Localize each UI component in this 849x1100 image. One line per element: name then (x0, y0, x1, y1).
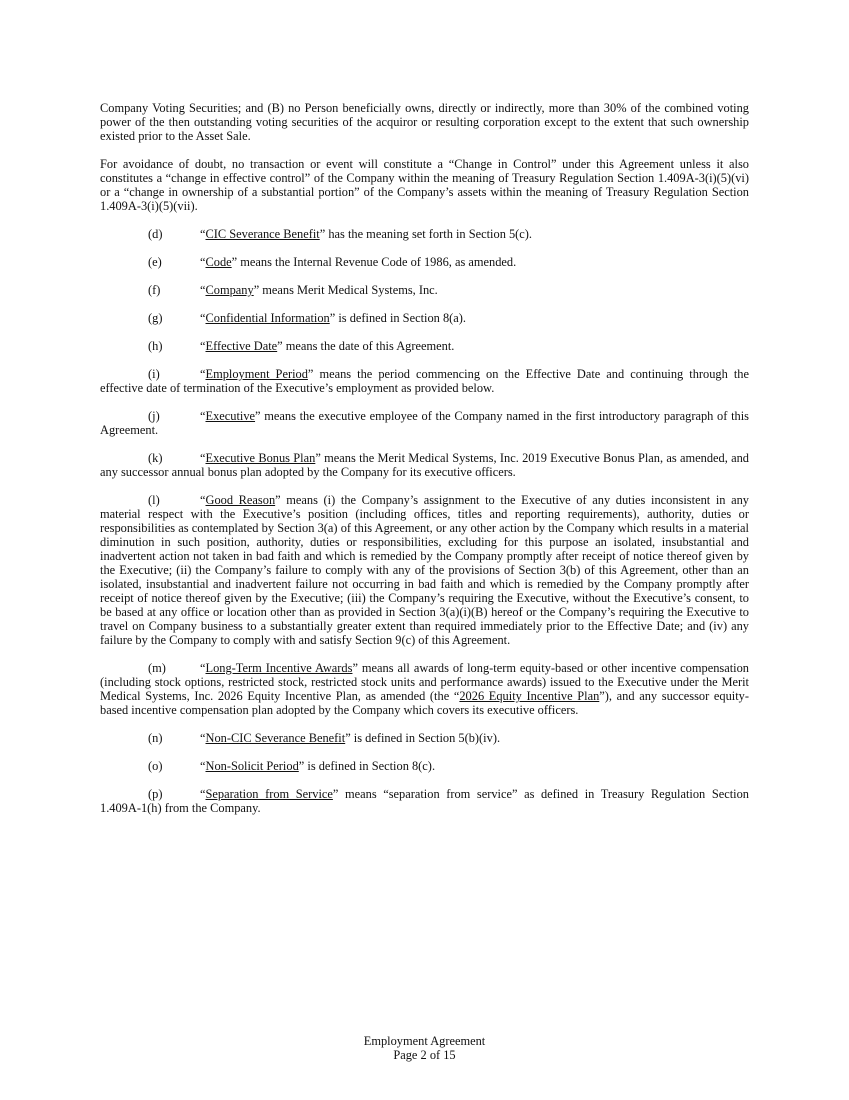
definition-label: (h) (148, 339, 163, 353)
defined-term: Good Reason (205, 493, 276, 507)
definition-non-solicit-period: (o) “Non-Solicit Period” is defined in Section 8(c). (148, 759, 436, 773)
document-body (100, 101, 749, 829)
definition-executive: (j) “Executive” means the executive employee of the Company named in the first introductory paragraph of this Agreement. (100, 409, 749, 437)
definition-label: (d) (148, 227, 163, 241)
definition-company: (f) “Company” means Merit Medical Systems, Inc. (148, 283, 438, 297)
definition-non-cic-severance-benefit: (n) “Non-CIC Severance Benefit” is defined in Section 5(b)(iv). (148, 731, 501, 745)
definition-code: (e) “Code” means the Internal Revenue Code of 1986, as amended. (148, 255, 517, 269)
defined-term: Executive Bonus Plan (205, 451, 316, 465)
definition-label: (e) (148, 255, 162, 269)
definition-long-term-incentive-awards: (m) “Long-Term Incentive Awards” means all awards of long-term equity-based or other incentive compensation (including stock options, restricted stock, restricted stock units and performance awards) issued to the Executive under the Merit Medical Systems, Inc. 2026 Equity Incentive Plan, as amended (the “2026 Equity Incentive Plan”), and any successor equity-based incentive compensation plan adopted by the Company which covers its executive officers. (100, 661, 749, 717)
definition-text: ” means the Merit Medical Systems, Inc. 2019 Executive Bonus Plan, as amended, and any successor annual bonus plan adopted by the Company for its executive officers. (100, 451, 749, 479)
defined-term-equity-plan: 2026 Equity Incentive Plan (459, 689, 600, 703)
definition-label: (m) (148, 661, 166, 675)
page-footer (0, 1034, 849, 1062)
definition-separation-from-service: (p) “Separation from Service” means “separation from service” as defined in Treasury Regulation Section 1.409A-1(h) from the Company. (100, 787, 750, 815)
definition-text: ” means the period commencing on the Effective Date and continuing through the effective date of termination of the Executive’s employment as provided below. (100, 367, 749, 395)
definition-text: ” means “separation from service” as defined in Treasury Regulation Section 1.409A-1(h) from the Company. (100, 787, 750, 815)
defined-term: Executive (205, 409, 256, 423)
definition-text: ” is defined in Section 8(a). (329, 311, 466, 325)
definition-good-reason: (l) “Good Reason” means (i) the Company’s assignment to the Executive of any duties inconsistent in any material respect with the Executive’s position (including offices, titles and reporting requirements), authority, duties or responsibilities as contemplated by Section 3(a) of this Agreement, or any other action by the Company which results in a material diminution in such position, authority, duties or responsibilities, excluding for this purpose an isolated, insubstantial and inadvertent action not taken in bad faith and which is remedied by the Company promptly after receipt of notice thereof given by the Executive; (ii) the Company’s failure to comply with any of the provisions of Section 3(b) of this Agreement, other than an isolated, insubstantial and inadvertent failure not occurring in bad faith and which is remedied by the Company promptly after receipt of notice thereof given by the Executive; (iii) the Company’s requiring the Executive, without the Executive’s consent, to be based at any office or location other than as provided in Section 3(a)(i)(B) hereof or the Company’s requiring the Executive to travel on Company business to a substantially greater extent than required immediately prior to the Effective Date; and (iv) any failure by the Company to comply with and satisfy Section 9(c) of this Agreement. (100, 493, 749, 647)
definition-label: (i) (148, 367, 160, 381)
definition-label: (k) (148, 451, 163, 465)
definition-text-continued: ”), and any successor equity-based incentive compensation plan adopted by the Company which covers its executive officers. (100, 689, 749, 717)
definition-text: ” is defined in Section 8(c). (298, 759, 436, 773)
definition-text: ” means (i) the Company’s assignment to the Executive of any duties inconsistent in any material respect with the Executive’s position (including offices, titles and reporting requirements), authority, duties or responsibilities as contemplated by Section 3(a) of this Agreement, or any other action by the Company which results in a material diminution in such position, authority, duties or responsibilities, excluding for this purpose an isolated, insubstantial and inadvertent action not taken in bad faith and which is remedied by the Company promptly after receipt of notice thereof given by the Executive; (ii) the Company’s failure to comply with any of the provisions of Section 3(b) of this Agreement, other than an isolated, insubstantial and inadvertent failure not occurring in bad faith and which is remedied by the Company promptly after receipt of notice thereof given by the Executive; (iii) the Company’s requiring the Executive, without the Executive’s consent, to be based at any office or location other than as provided in Section 3(a)(i)(B) hereof or the Company’s requiring the Executive to travel on Company business to a substantially greater extent than required immediately prior to the Effective Date; and (iv) any failure by the Company to comply with and satisfy Section 9(c) of this Agreement. (100, 493, 749, 647)
defined-term: Code (205, 255, 232, 269)
definition-text: ” is defined in Section 5(b)(iv). (345, 731, 501, 745)
defined-term: Non-Solicit Period (205, 759, 299, 773)
defined-term: Non-CIC Severance Benefit (205, 731, 346, 745)
definition-text: ” means the date of this Agreement. (277, 339, 455, 353)
definition-label: (n) (148, 731, 163, 745)
defined-term: Confidential Information (205, 311, 330, 325)
definition-text: ” has the meaning set forth in Section 5(c). (319, 227, 533, 241)
definition-label: (f) (148, 283, 161, 297)
definition-employment-period: (i) “Employment Period” means the period commencing on the Effective Date and continuing through the effective date of termination of the Executive’s employment as provided below. (100, 367, 749, 395)
definition-label: (l) (148, 493, 160, 507)
defined-term: Long-Term Incentive Awards (205, 661, 353, 675)
definition-label: (o) (148, 759, 163, 773)
definition-confidential-information: (g) “Confidential Information” is defined in Section 8(a). (148, 311, 466, 325)
defined-term: CIC Severance Benefit (205, 227, 320, 241)
definition-effective-date: (h) “Effective Date” means the date of this Agreement. (148, 339, 455, 353)
definition-executive-bonus-plan: (k) “Executive Bonus Plan” means the Merit Medical Systems, Inc. 2019 Executive Bonus Plan, as amended, and any successor annual bonus plan adopted by the Company for its executive officers. (100, 451, 749, 479)
paragraph-asset-sale-continuation: Company Voting Securities; and (B) no Person beneficially owns, directly or indirectly, more than 30% of the combined voting power of the then outstanding voting securities of the acquiror or resulting corporation except to the extent that such ownership existed prior to the Asset Sale. (100, 101, 749, 143)
definition-cic-severance-benefit: (d) “CIC Severance Benefit” has the meaning set forth in Section 5(c). (148, 227, 533, 241)
defined-term: Company (205, 283, 254, 297)
defined-term: Employment Period (205, 367, 308, 381)
footer-document-title: Employment Agreement (363, 1034, 486, 1048)
defined-term: Effective Date (205, 339, 278, 353)
paragraph-change-in-control-clarification: For avoidance of doubt, no transaction or event will constitute a “Change in Control” under this Agreement unless it also constitutes a “change in effective control” of the Company within the meaning of Treasury Regulation Section 1.409A-3(i)(5)(vi) or a “change in ownership of a substantial portion” of the Company’s assets within the meaning of Treasury Regulation Section 1.409A-3(i)(5)(vii). (100, 157, 749, 213)
definition-label: (g) (148, 311, 163, 325)
definition-text: ” means the executive employee of the Company named in the first introductory paragraph of this Agreement. (100, 409, 749, 437)
definition-text: ” means the Internal Revenue Code of 1986, as amended. (231, 255, 517, 269)
definition-label: (j) (148, 409, 160, 423)
footer-page-number: Page 2 of 15 (393, 1048, 456, 1062)
definition-label: (p) (148, 787, 163, 801)
definition-text: ” means Merit Medical Systems, Inc. (253, 283, 438, 297)
defined-term: Separation from Service (205, 787, 333, 801)
definition-text: ” means all awards of long-term equity-based or other incentive compensation (including stock options, restricted stock, restricted stock units and performance awards) issued to the Executive under the Merit Medical Systems, Inc. 2026 Equity Incentive Plan, as amended (the “ (100, 661, 749, 703)
